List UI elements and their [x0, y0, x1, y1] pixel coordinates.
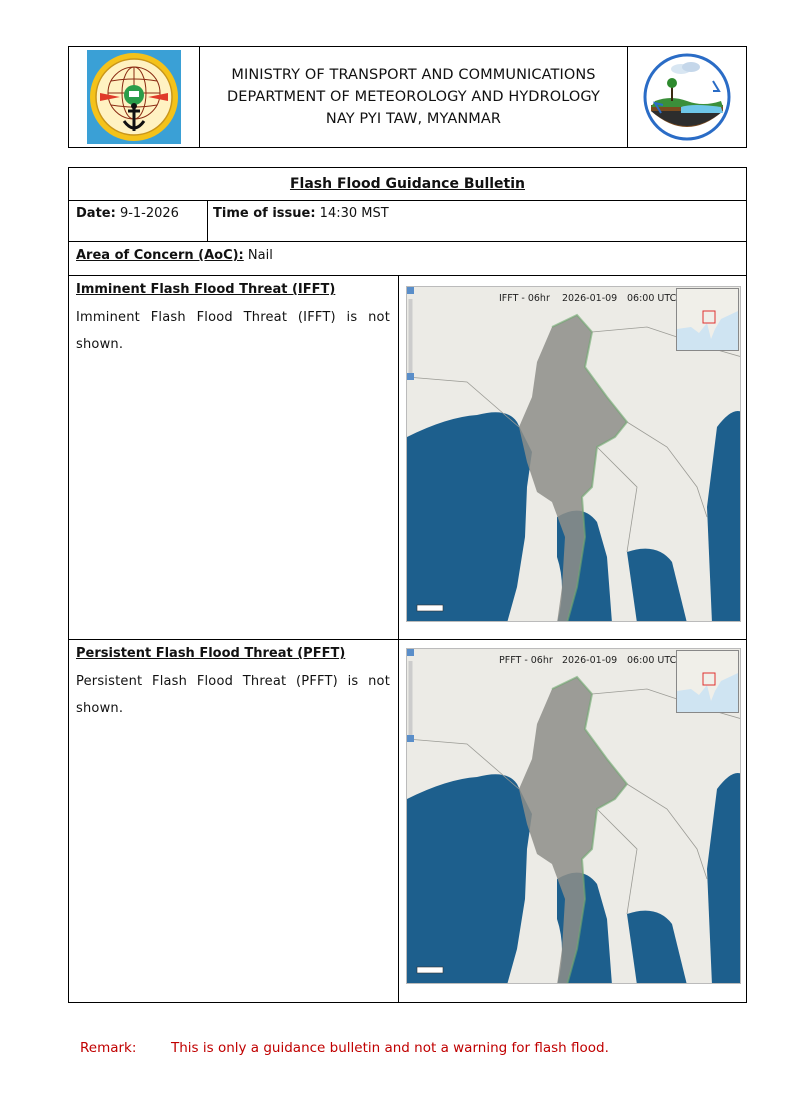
letterhead: [68, 46, 747, 148]
map-product-label: PFFT - 06hr: [499, 655, 553, 666]
bulletin-title: Flash Flood Guidance Bulletin: [289, 176, 526, 192]
aoc-row: [69, 242, 746, 276]
ifft-map: [406, 286, 741, 622]
bulletin-title-row: [69, 168, 746, 201]
aoc-label: Area of Concern (AoC):: [76, 248, 244, 263]
map-date-label: 2026-01-09: [562, 655, 618, 666]
ministry-emblem-icon: [86, 49, 182, 145]
map-time-label: 06:00 UTC: [627, 293, 677, 304]
ifft-map-cell: [399, 276, 746, 639]
map-time-label: 06:00 UTC: [627, 655, 677, 666]
pfft-section: [69, 640, 746, 1002]
date-label: Date:: [76, 206, 116, 221]
ministry-name: MINISTRY OF TRANSPORT AND COMMUNICATIONS: [231, 67, 596, 83]
pfft-text-cell: [69, 640, 399, 1002]
bay-of-bengal: [407, 774, 532, 984]
water-cycle-emblem-icon: [641, 51, 733, 143]
aoc-value: Nail: [247, 248, 273, 263]
ministry-logo-cell: [69, 47, 200, 147]
locator-inset-map[interactable]: [676, 650, 739, 713]
ifft-description: Imminent Flash Flood Threat (IFFT) is not shown.: [76, 310, 390, 352]
date-value: 9-1-2026: [119, 206, 179, 221]
bulletin-table: [68, 167, 747, 1003]
remark-label: Remark:: [80, 1040, 137, 1056]
date-row: [69, 201, 746, 242]
ifft-text-cell: [69, 276, 399, 639]
locator-inset-map[interactable]: [676, 288, 739, 351]
ifft-section: [69, 276, 746, 640]
location: NAY PYI TAW, MYANMAR: [325, 111, 502, 127]
pfft-map: [406, 648, 741, 984]
date-cell: [69, 201, 208, 241]
issue-time-value: 14:30 MST: [319, 206, 389, 221]
ifft-heading: Imminent Flash Flood Threat (IFFT): [76, 282, 336, 297]
pfft-map-cell: [399, 640, 746, 1002]
remark-text: This is only a guidance bulletin and not a warning for flash flood.: [171, 1040, 609, 1056]
issue-time-label: Time of issue:: [213, 206, 316, 221]
letterhead-titles: [200, 47, 627, 147]
scale-bar: [417, 605, 443, 611]
pfft-description: Persistent Flash Flood Threat (PFFT) is not shown.: [76, 674, 390, 716]
map-date-label: 2026-01-09: [562, 293, 618, 304]
map-zoom-control[interactable]: [407, 649, 414, 749]
issue-time-cell: [208, 201, 746, 241]
scale-bar: [417, 967, 443, 973]
map-zoom-control[interactable]: [407, 287, 414, 387]
department-name: DEPARTMENT OF METEOROLOGY AND HYDROLOGY: [226, 89, 601, 105]
map-product-label: IFFT - 06hr: [499, 293, 550, 304]
bay-of-bengal: [407, 412, 532, 622]
department-logo-cell: [627, 47, 746, 147]
pfft-heading: Persistent Flash Flood Threat (PFFT): [76, 646, 346, 661]
